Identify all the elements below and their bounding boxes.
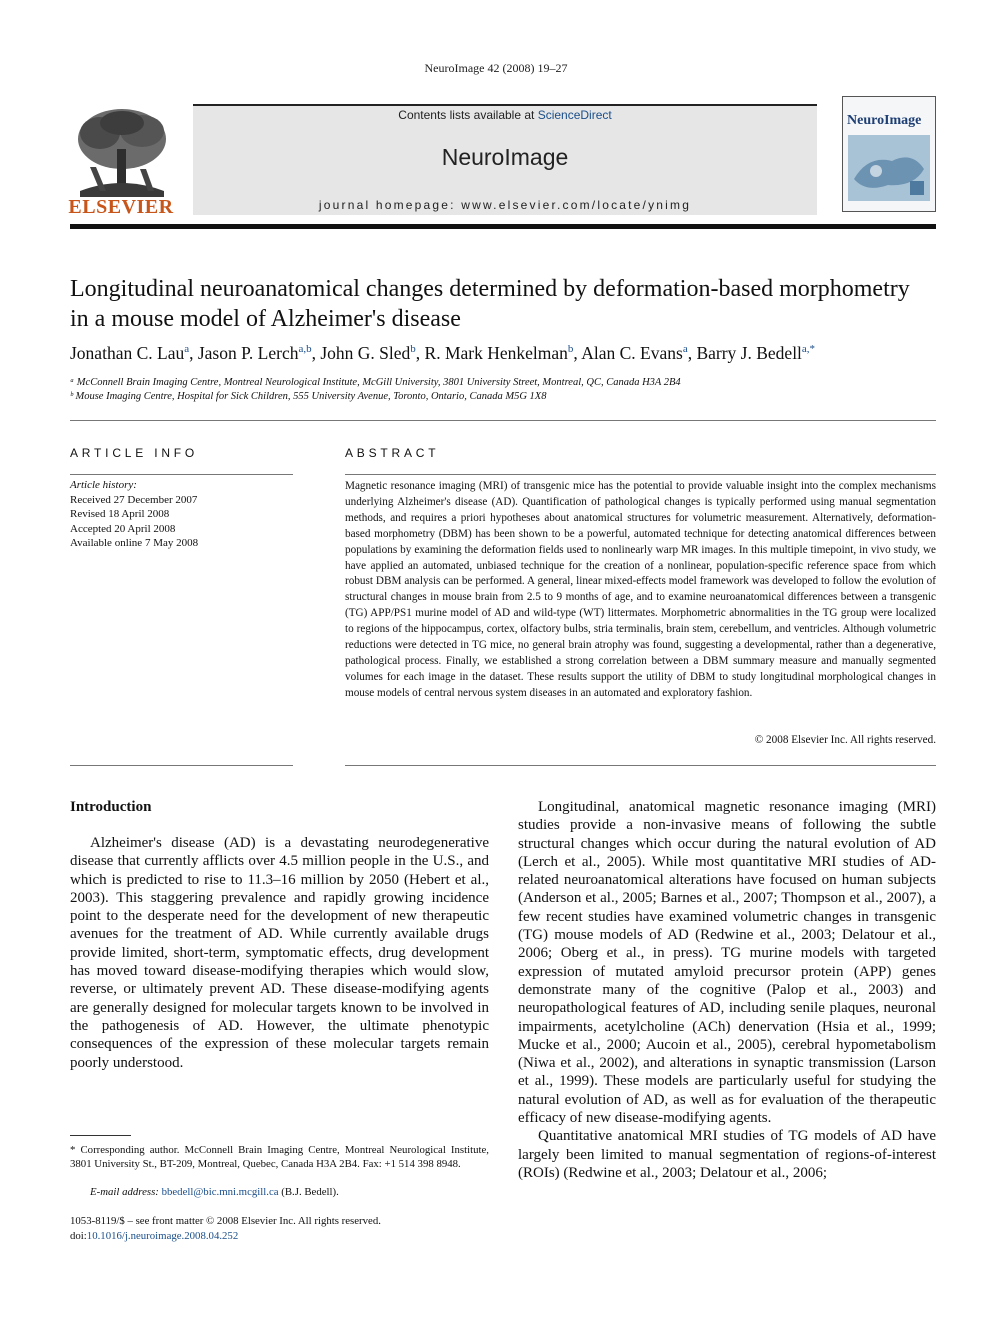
author-list: Jonathan C. Lau$^a$, Jason P. Lerch$^{a,b}$, John G. Sled$^b$, R. Mark Henkelman$^b$, Alan C. Evans$^a$, Barry J. Bedell$^{a,*}$ (70, 343, 816, 363)
body-column-left (70, 834, 489, 1072)
body-paragraph: Quantitative anatomical MRI studies of TG models of AD have largely been limited to manual segmentation of regions-of-interest (ROIs) (Redwine et al., 2003; Delatour et al., 2006; (518, 1128, 936, 1181)
cover-brain-image-icon (848, 135, 930, 201)
accepted-date: Accepted 20 April 2008 (70, 522, 176, 535)
doi-link[interactable]: 10.1016/j.neuroimage.2008.04.252 (86, 1229, 239, 1242)
cover-title: NeuroImage (847, 113, 922, 128)
history-label: Article history: (70, 479, 137, 491)
footnote-rule (70, 1135, 131, 1136)
received-date: Received 27 December 2007 (70, 493, 198, 506)
abstract-heading: ABSTRACT (345, 446, 440, 460)
author-affiliation-mark[interactable]: a (184, 343, 190, 356)
contents-line (193, 108, 817, 122)
contents-prefix: Contents lists available at (398, 108, 538, 122)
publisher-wordmark: ELSEVIER (68, 196, 174, 218)
author: Barry J. Bedell (696, 343, 802, 363)
divider (345, 765, 936, 766)
author: Alan C. Evans (581, 343, 683, 363)
author-affiliation-mark[interactable]: a (682, 343, 688, 356)
divider (70, 420, 936, 421)
author-affiliation-mark[interactable]: b (567, 343, 574, 356)
author: Jason P. Lerch (197, 343, 299, 363)
journal-name: NeuroImage (441, 144, 569, 170)
body-paragraph: Alzheimer's disease (AD) is a devastating neurodegenerative disease that currently afflicts over 4.5 million people in the U.S., and which is predicted to rise to 11.3–16 million by 2050 (Hebert et al., 2003). This staggering prevalence and rapidly growing incidence point to the desperate need for the development of new therapeutic avenues for the treatment of AD. While currently available drugs provide limited, short-term, symptomatic effects, drug development has moved toward disease-modifying therapies which would slow, reverse, or ultimately prevent AD. These disease-modifying agents are generally designed for molecular targets known to be involved in the pathogenesis of AD. However, the ultimate phenotypic consequences of the expression of these molecular targets remain poorly understood. (70, 835, 489, 1071)
online-date: Available online 7 May 2008 (70, 537, 199, 549)
doi-label: doi: (70, 1229, 87, 1242)
journal-banner (193, 104, 817, 215)
email-footnote (90, 1186, 339, 1198)
email-link[interactable]: bbedell@bic.mni.mcgill.ca (161, 1186, 279, 1198)
article-info-heading: ARTICLE INFO (70, 446, 199, 460)
doi-line (70, 1229, 381, 1244)
body-paragraph: Longitudinal, anatomical magnetic resonance imaging (MRI) studies provide a non-invasive means of following the subtle structural changes which occur during the natural evolution of AD (Lerch et al., 2005). While most quantitative MRI studies of AD-related neuroanatomical alterations have focused on human subjects (Anderson et al., 2005; Barnes et al., 2007; Thompson et al., 2007), a few recent studies have examined volumetric changes in transgenic (TG) mouse models of AD (Redwine et al., 2003; Delatour et al., 2006; Oberg et al., in press). TG murine models with targeted expression of mutated amyloid precursor protein (APP) genes demonstrate many of the cognitive (Palop et al., 2003) and neuropathological features of AD, including senile plaques, neuronal impairments, acetylcholine (ACh) denervation (Hsia et al., 1999; Mucke et al., 2000; Aucoin et al., 2005), cerebral hypometabolism (Niwa et al., 2002), and alterations in synaptic transmission (Larson et al., 1999). These models are particularly useful for studying the natural evolution of AD, as well as for evaluation of the therapeutic efficacy of new disease-modifying agents. (518, 799, 936, 1127)
author: Jonathan C. Lau (70, 343, 185, 363)
journal-homepage[interactable]: journal homepage: www.elsevier.com/locate/ynimg (318, 198, 692, 212)
section-heading-introduction: Introduction (70, 799, 152, 815)
author: R. Mark Henkelman (424, 343, 568, 363)
email-suffix: (B.J. Bedell). (278, 1186, 339, 1198)
corresponding-author-footnote: * Corresponding author. McConnell Brain Imaging Centre, Montreal Neurological Institute, 3801 University St., BT-209, Montreal, Quebec, Canada H3A 2B4. Fax: +1 514 398 8948. (70, 1144, 489, 1170)
header-rule (70, 224, 936, 229)
affiliation-a: ᵃ McConnell Brain Imaging Centre, Montreal Neurological Institute, McGill University, 3801 University Street, Montreal, QC, Canada H3A 2B4 (70, 377, 681, 388)
author: John G. Sled (320, 343, 411, 363)
sciencedirect-link[interactable]: ScienceDirect (537, 108, 612, 122)
journal-cover (842, 96, 936, 212)
email-label: E-mail address: (90, 1186, 162, 1198)
journal-citation: NeuroImage 42 (2008) 19–27 (424, 61, 568, 75)
divider (70, 474, 293, 475)
divider (70, 765, 293, 766)
affiliation-b: ᵇ Mouse Imaging Centre, Hospital for Sick Children, 555 University Avenue, Toronto, Ontario, Canada M5G 1X8 (70, 391, 547, 402)
article-history (70, 478, 293, 551)
front-matter-line: 1053-8119/$ – see front matter © 2008 Elsevier Inc. All rights reserved. (70, 1215, 381, 1227)
author-affiliation-mark[interactable]: b (410, 343, 416, 356)
author-affiliation-mark[interactable]: a,* (801, 343, 816, 356)
divider (345, 474, 936, 475)
front-matter (70, 1214, 381, 1243)
abstract-copyright: © 2008 Elsevier Inc. All rights reserved. (754, 734, 936, 746)
revised-date: Revised 18 April 2008 (70, 508, 170, 520)
article-title: Longitudinal neuroanatomical changes determined by deformation-based morphometry in a mouse model of Alzheimer's disease (70, 276, 910, 332)
body-column-right (518, 798, 936, 1182)
abstract-text: Magnetic resonance imaging (MRI) of transgenic mice has the potential to provide valuable insight into the complex mechanisms underlying Alzheimer's disease (AD). Quantification of pathological changes is typically performed using manual segmentation methods, and requires a priori hypotheses about anatomical structures for volumetric measurement. Alternatively, deformation-based morphometry (DBM) has been shown to be a powerful, automated technique for detecting anatomical differences between populations by examining the deformation fields used to nonlinearly warp MR images. In this multiple timepoint, in vivo study, we have applied an automated, unbiased technique for the creation of a nonlinear, population-specific reference space from which robust DBM analysis can be performed. A general, linear mixed-effects model framework was developed to follow the evolution of structural changes in mouse brain from 2.5 to 9 months of age, and to examine neuroanatomical differences between a transgenic (TG) APP/PS1 murine model of AD and wild-type (WT) littermates. Morphometric abnormalities in the TG group were localized to regions of the hippocampus, cortex, olfactory bulbs, stria terminalis, brain stem, cerebellum, and ventricles. Although volumetric reductions were detected in TG mice, no general brain atrophy was found, suggesting a developmental, rather than a degenerative, pathological process. Finally, we established a strong correlation between a DBM summary measure and manually segmented volumes for each image in the dataset. These results support the utility of DBM to study longitudinal morphological changes in mouse models of central nervous system diseases in an automated and exploratory fashion. (345, 480, 936, 699)
author-affiliation-mark[interactable]: a,b (298, 343, 312, 356)
